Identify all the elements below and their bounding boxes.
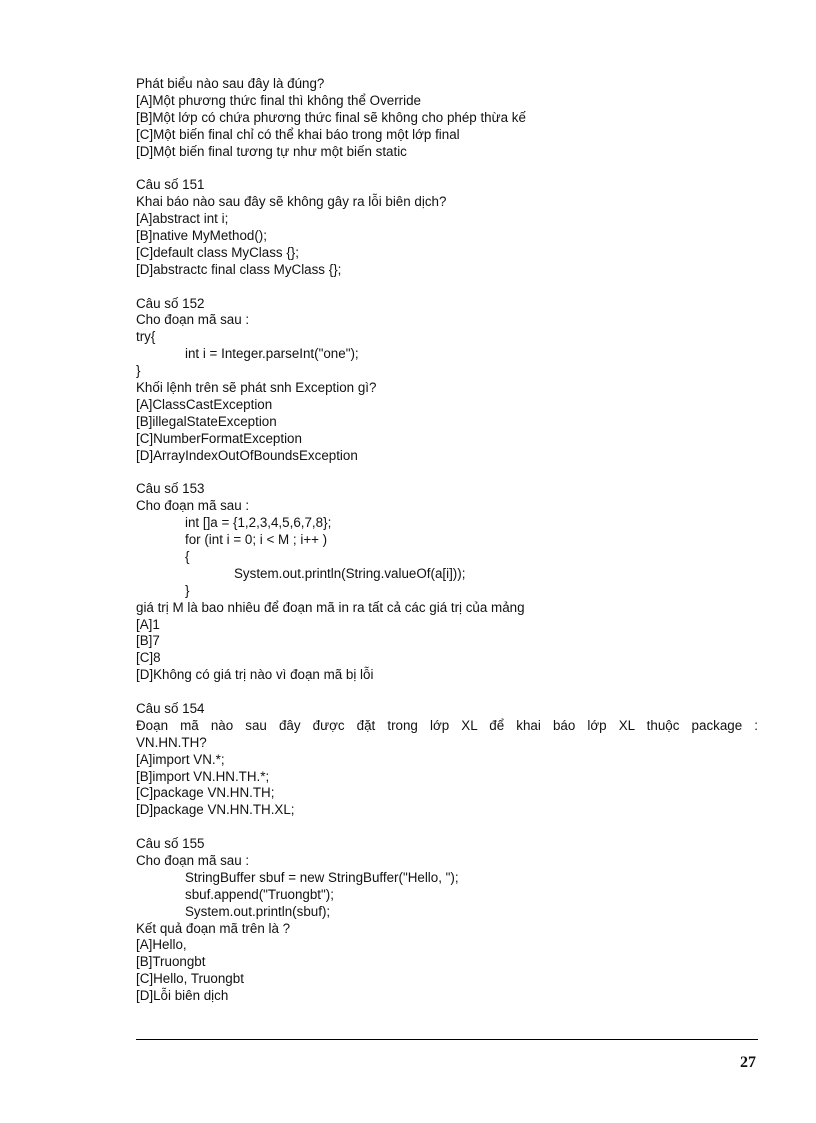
question-block-152 <box>136 296 758 465</box>
question-heading: Câu số 151 <box>136 177 205 193</box>
code-line: } <box>185 582 190 598</box>
option-b: [B]illegalStateException <box>136 413 277 429</box>
question-heading: Câu số 154 <box>136 700 205 716</box>
option-d: [D]Lỗi biên dịch <box>136 988 229 1004</box>
question-text: Khai báo nào sau đây sẽ không gây ra lỗi biên dịch? <box>136 194 447 210</box>
code-line: for (int i = 0; i < M ; i++ ) <box>185 532 328 548</box>
option-b: [B]Truongbt <box>136 954 206 970</box>
option-b: [B]7 <box>136 633 160 649</box>
question-block-153 <box>136 481 758 684</box>
option-c: [C]package VN.HN.TH; <box>136 785 275 801</box>
option-a: [A]ClassCastException <box>136 396 273 412</box>
question-text: giá trị M là bao nhiêu để đoạn mã in ra tất cả các giá trị của mảng <box>136 599 525 615</box>
option-d: [D]Không có giá trị nào vì đoạn mã bị lỗi <box>136 667 374 683</box>
option-a: [A]1 <box>136 616 160 632</box>
option-d: [D]abstractc final class MyClass {}; <box>136 261 342 277</box>
question-block-intro <box>136 76 758 160</box>
option-d: [D]package VN.HN.TH.XL; <box>136 802 295 818</box>
option-b: [B]native MyMethod(); <box>136 228 267 244</box>
option-b: [B]import VN.HN.TH.*; <box>136 768 270 784</box>
question-heading: Câu số 153 <box>136 481 205 497</box>
option-a: [A]abstract int i; <box>136 211 229 227</box>
question-text: Khối lệnh trên sẽ phát snh Exception gì? <box>136 380 377 396</box>
question-prompt: Cho đoạn mã sau : <box>136 852 250 868</box>
code-line: System.out.println(String.valueOf(a[i])); <box>234 565 466 581</box>
footer-divider <box>136 1039 758 1040</box>
option-a: [A]import VN.*; <box>136 751 225 767</box>
spacer <box>136 464 758 481</box>
question-block-151 <box>136 177 758 278</box>
question-text: Kết quả đoạn mã trên là ? <box>136 920 291 936</box>
code-line: { <box>185 548 190 564</box>
question-block-155 <box>136 836 758 1005</box>
code-line: int i = Integer.parseInt("one"); <box>185 346 359 362</box>
question-text: Đoạn mã nào sau đây được đặt trong lớp XL để khai báo lớp XL thuộc package : <box>136 717 758 733</box>
question-text-continued: VN.HN.TH? <box>136 734 207 750</box>
option-c: [C]Một biến final chỉ có thể khai báo trong một lớp final <box>136 126 460 142</box>
spacer <box>136 684 758 701</box>
spacer <box>136 819 758 836</box>
code-line: try{ <box>136 329 156 345</box>
page-content <box>136 76 758 1005</box>
code-line: sbuf.append("Truongbt"); <box>185 886 334 902</box>
question-heading: Câu số 152 <box>136 295 205 311</box>
option-c: [C]NumberFormatException <box>136 430 302 446</box>
question-prompt: Cho đoạn mã sau : <box>136 312 250 328</box>
code-line: StringBuffer sbuf = new StringBuffer("Hello, "); <box>185 869 459 885</box>
option-c: [C]8 <box>136 650 161 666</box>
question-prompt: Cho đoạn mã sau : <box>136 498 250 514</box>
code-line: int []a = {1,2,3,4,5,6,7,8}; <box>185 515 332 531</box>
code-line: } <box>136 363 141 379</box>
option-d: [D]ArrayIndexOutOfBoundsException <box>136 447 358 463</box>
code-line: System.out.println(sbuf); <box>185 903 331 919</box>
option-c: [C]Hello, Truongbt <box>136 971 244 987</box>
option-d: [D]Một biến final tương tự như một biến static <box>136 143 407 159</box>
spacer <box>136 160 758 177</box>
option-c: [C]default class MyClass {}; <box>136 244 299 260</box>
question-text: Phát biểu nào sau đây là đúng? <box>136 76 325 91</box>
option-a: [A]Hello, <box>136 937 187 953</box>
option-b: [B]Một lớp có chứa phương thức final sẽ không cho phép thừa kế <box>136 109 526 125</box>
spacer <box>136 279 758 296</box>
page-number: 27 <box>740 1054 756 1071</box>
option-a: [A]Một phương thức final thì không thể Override <box>136 92 421 108</box>
question-heading: Câu số 155 <box>136 836 205 852</box>
question-block-154 <box>136 701 758 819</box>
